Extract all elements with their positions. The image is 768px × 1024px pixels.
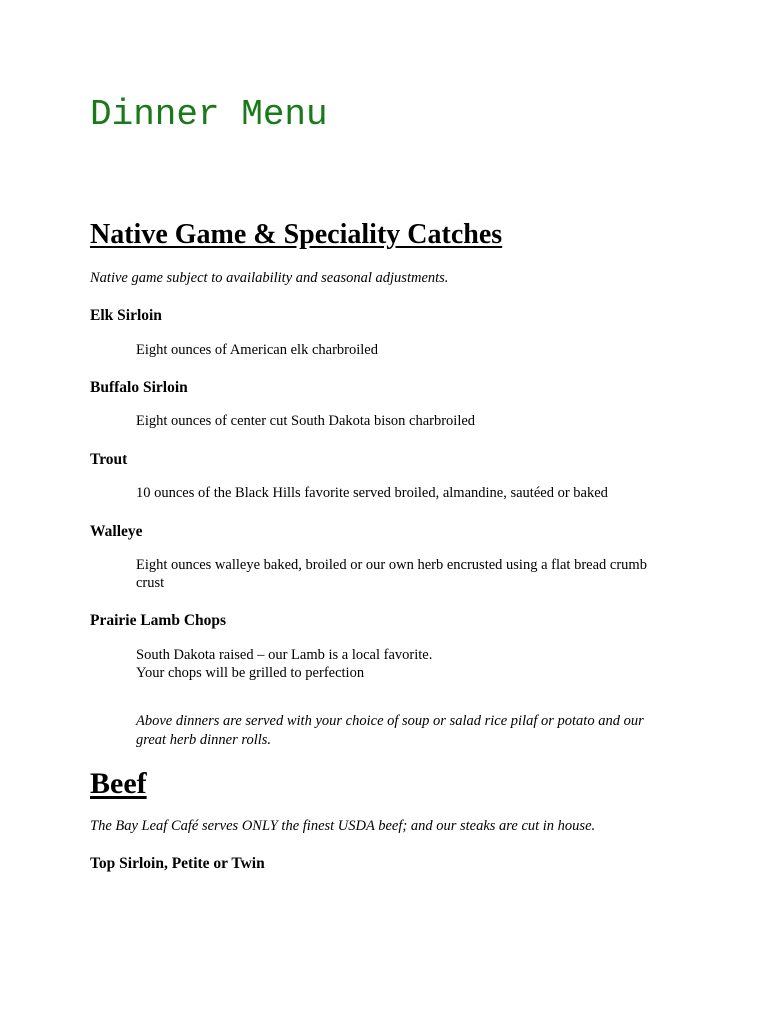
- description-line: crust: [136, 574, 165, 591]
- menu-item-name: Buffalo Sirloin: [90, 379, 188, 396]
- description-line: 10 ounces of the Black Hills favorite served broiled, almandine, sautéed or baked: [136, 485, 608, 501]
- footnote-line: Above dinners are served with your choice of soup or salad rice pilaf or potato and our: [136, 713, 644, 729]
- menu-item-description: [136, 647, 681, 682]
- menu-item-name: Walleye: [90, 523, 143, 540]
- section-heading-native-game: Native Game & Speciality Catches: [90, 219, 503, 250]
- menu-item-description: [136, 485, 681, 503]
- section-note: The Bay Leaf Café serves ONLY the finest USDA beef; and our steaks are cut in house.: [90, 818, 596, 834]
- menu-item-name: Trout: [90, 451, 128, 468]
- dinner-footnote: [136, 712, 681, 749]
- menu-item-description: [136, 342, 681, 360]
- description-line: Eight ounces of American elk charbroiled: [136, 342, 378, 358]
- menu-item-description: [136, 413, 681, 431]
- section-note: Native game subject to availability and seasonal adjustments.: [90, 270, 449, 286]
- description-line: Eight ounces of center cut South Dakota bison charbroiled: [136, 413, 476, 429]
- footnote-line: great herb dinner rolls.: [136, 731, 272, 748]
- section-heading-beef: Beef: [90, 767, 147, 800]
- page-title: Dinner Menu: [90, 94, 328, 135]
- menu-item-name: Elk Sirloin: [90, 307, 162, 324]
- menu-item-description: [136, 557, 681, 592]
- description-line: Your chops will be grilled to perfection: [136, 664, 365, 681]
- description-line: South Dakota raised – our Lamb is a local favorite.: [136, 647, 433, 663]
- menu-item-name: Top Sirloin, Petite or Twin: [90, 855, 265, 872]
- menu-item-name: Prairie Lamb Chops: [90, 612, 227, 629]
- description-line: Eight ounces walleye baked, broiled or our own herb encrusted using a flat bread crumb: [136, 557, 647, 573]
